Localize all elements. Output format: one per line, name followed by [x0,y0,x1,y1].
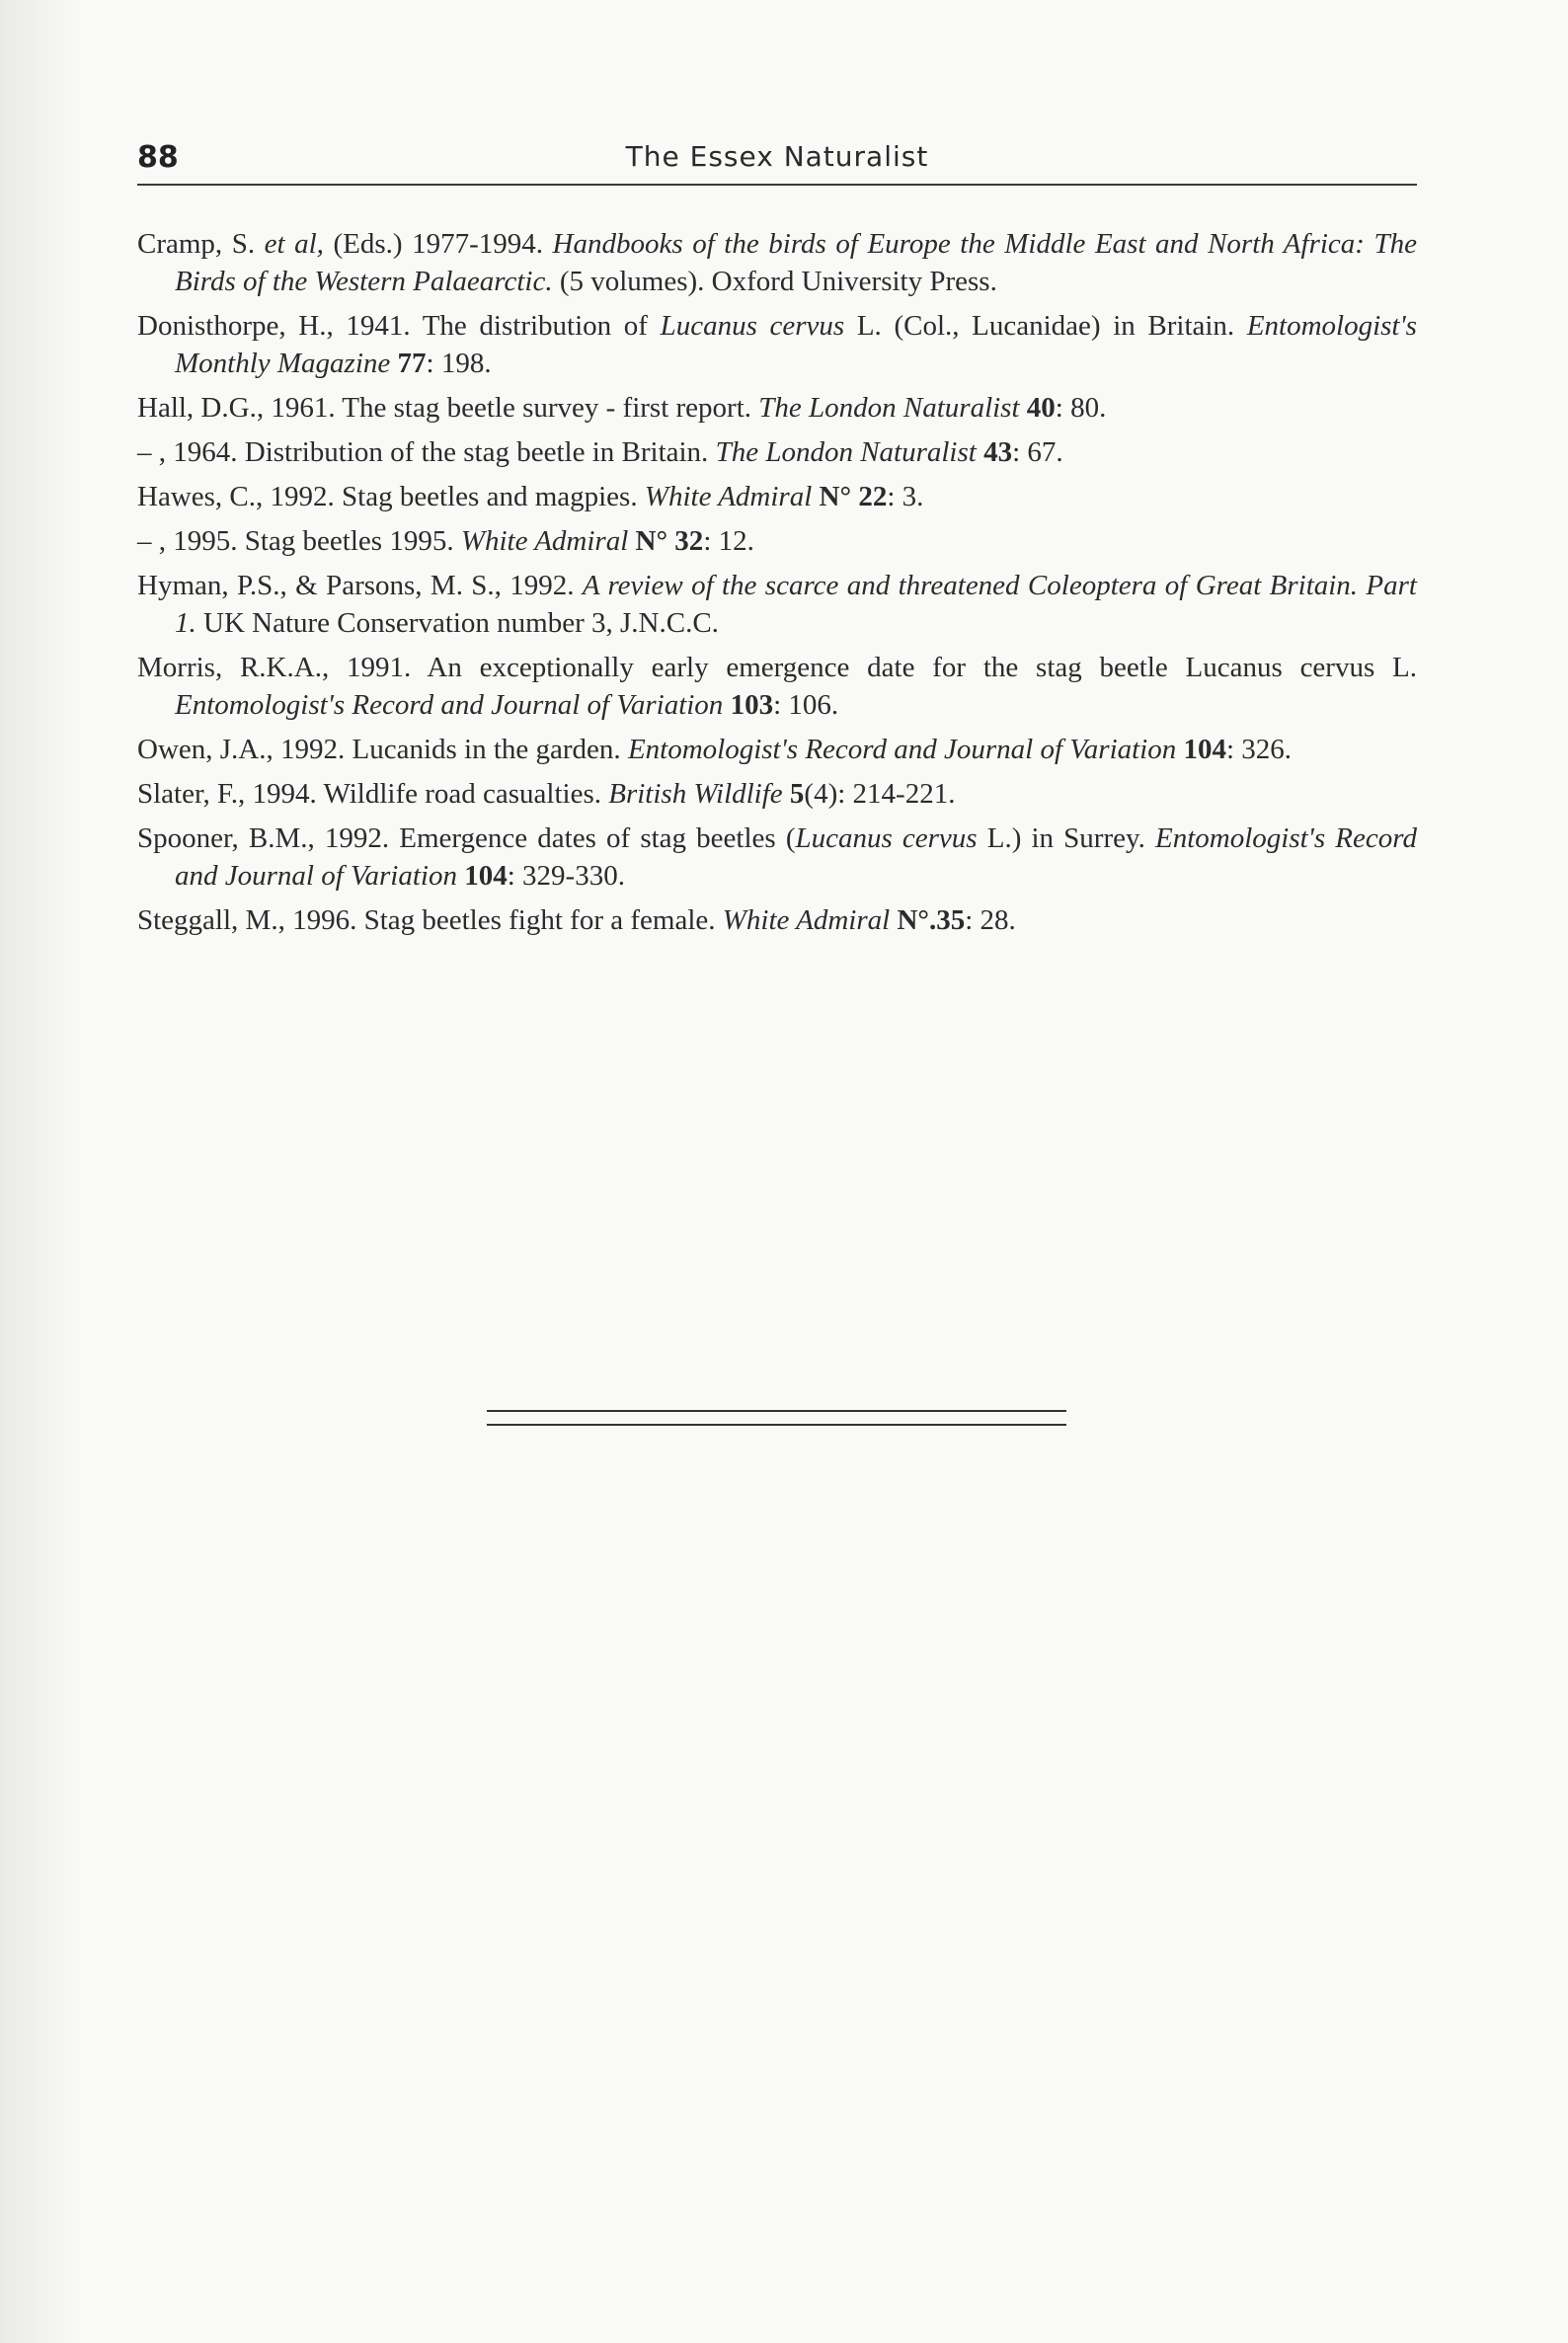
reference-text: Steggall, M., 1996. Stag beetles fight for a female. [137,904,723,936]
reference-title-italic: Lucanus cervus [795,822,978,854]
reference-title-italic: A review of the scarce and threatened Coleoptera of Great Britain. Part 1. [175,570,1417,639]
scan-edge-shadow [0,0,79,2343]
reference-text [783,778,790,810]
reference-entry [137,307,1417,382]
reference-title-italic: White Admiral [722,904,891,936]
reference-volume-bold: 5 [789,778,805,810]
reference-text: Owen, J.A., 1992. Lucanids in the garden. [137,734,628,765]
reference-text: L. (Col., Lucanidae) in Britain. [844,310,1247,342]
reference-text: – , 1964. Distribution of the stag beetle in Britain. [137,436,716,468]
reference-text: : 106. [773,689,839,721]
reference-text: : 67. [1012,436,1063,468]
reference-volume-bold: 40 [1026,392,1056,424]
reference-list [137,225,1417,946]
reference-text: Hyman, P.S., & Parsons, M. S., 1992. [137,570,583,601]
reference-text: Hall, D.G., 1961. The stag beetle survey - first report. [137,392,759,424]
reference-entry [137,775,1417,813]
reference-title-italic: White Admiral [644,481,813,512]
reference-volume-bold: 43 [983,436,1013,468]
reference-text: : 28. [965,904,1016,936]
page-number: 88 [137,140,179,175]
page-header [137,136,1417,186]
reference-title-italic: Entomologist's Record and Journal of Variation [175,822,1417,892]
reference-text: Slater, F., 1994. Wildlife road casualties. [137,778,609,810]
reference-title-italic: Entomologist's Record and Journal of Variation [627,734,1177,765]
reference-text: Spooner, B.M., 1992. Emergence dates of stag beetles ( [137,822,796,854]
reference-title-italic: et al, [264,228,324,260]
reference-text: : 329-330. [507,860,625,892]
reference-volume-bold: 103 [730,689,774,721]
reference-volume-bold: N° 32 [635,525,704,557]
reference-entry [137,478,1417,515]
end-rule-top [487,1410,1066,1412]
reference-text: : 12. [703,525,754,557]
reference-volume-bold: 77 [397,348,427,379]
reference-volume-bold: N° 22 [819,481,888,512]
reference-entry [137,731,1417,768]
reference-text [723,689,730,721]
reference-text [1176,734,1183,765]
reference-text: Donisthorpe, H., 1941. The distribution of [137,310,661,342]
reference-text: Hawes, C., 1992. Stag beetles and magpies. [137,481,645,512]
reference-title-italic: The London Naturalist [715,436,977,468]
end-rule-bottom [487,1424,1066,1426]
reference-title-italic: Entomologist's Monthly Magazine [175,310,1417,379]
reference-text [812,481,819,512]
reference-entry [137,389,1417,427]
reference-entry [137,225,1417,300]
reference-text: : 326. [1226,734,1293,765]
reference-title-italic: The London Naturalist [758,392,1020,424]
reference-text: L.) in Surrey. [977,822,1155,854]
reference-title-italic: Handbooks of the birds of Europe the Middle East and North Africa: The Birds of the Western Palaearctic. [175,228,1417,297]
reference-title-italic: Lucanus cervus [660,310,845,342]
reference-entry [137,433,1417,471]
reference-text [1020,392,1027,424]
reference-title-italic: Entomologist's Record and Journal of Variation [175,689,724,721]
running-title: The Essex Naturalist [625,140,929,173]
reference-entry [137,649,1417,724]
reference-text: (5 volumes). Oxford University Press. [552,266,997,297]
reference-text [628,525,635,557]
reference-entry [137,567,1417,642]
reference-entry [137,820,1417,895]
reference-text [977,436,983,468]
reference-text [390,348,397,379]
reference-title-italic: British Wildlife [608,778,783,810]
reference-title-italic: White Admiral [460,525,629,557]
reference-text: Morris, R.K.A., 1991. An exceptionally early emergence date for the stag beetle Lucanus cervus L. [137,652,1417,683]
reference-entry [137,901,1417,939]
reference-text: (4): 214-221. [804,778,956,810]
reference-text: (Eds.) 1977-1994. [323,228,553,260]
reference-volume-bold: N°.35 [897,904,966,936]
reference-volume-bold: 104 [464,860,508,892]
reference-text: : 3. [887,481,924,512]
reference-entry [137,522,1417,560]
reference-text: UK Nature Conservation number 3, J.N.C.C. [196,607,719,639]
reference-text: Cramp, S. [137,228,265,260]
reference-volume-bold: 104 [1183,734,1226,765]
reference-text: : 80. [1055,392,1107,424]
reference-text: : 198. [426,348,492,379]
reference-text: – , 1995. Stag beetles 1995. [137,525,461,557]
